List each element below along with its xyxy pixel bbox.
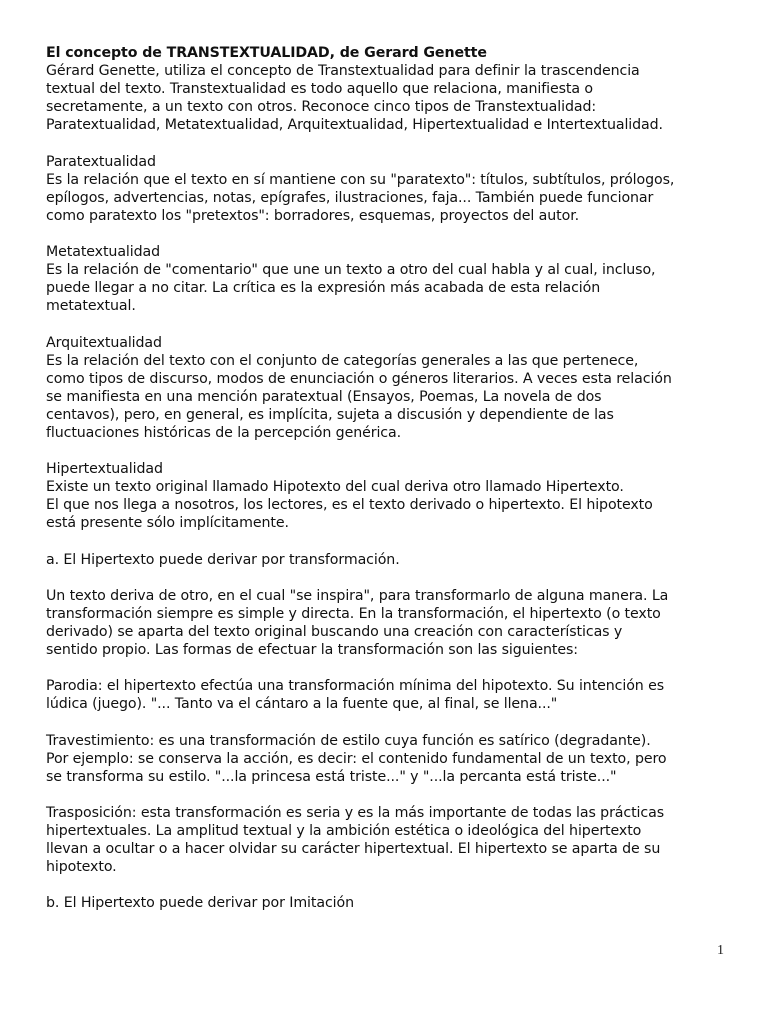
text-line: Por ejemplo: se conserva la acción, es decir: el contenido fundamental de un texto, pero [46,750,667,767]
text-line: Gérard Genette, utiliza el concepto de Transtextualidad para definir la trascendencia [46,63,640,80]
text-line: Existe un texto original llamado Hipotexto del cual deriva otro llamado Hipertexto. [46,479,624,496]
text-line: llevan a ocultar o a hacer olvidar su carácter hipertextual. El hipertexto se aparta de su [46,841,661,858]
section-heading: Paratextualidad [46,153,156,170]
text-line: secretamente, a un texto con otros. Reconoce cinco tipos de Transtextualidad: [46,99,597,116]
text-line: a. El Hipertexto puede derivar por transformación. [46,551,400,568]
text-line: fluctuaciones históricas de la percepción genérica. [46,424,401,441]
section-metatextualidad [46,243,736,315]
text-line: El que nos llega a nosotros, los lectores, es el texto derivado o hipertexto. El hipotexto [46,497,653,514]
section-heading: Hipertextualidad [46,461,163,478]
text-line: b. El Hipertexto puede derivar por Imitación [46,895,354,912]
text-line: como paratexto los "pretextos": borradores, esquemas, proyectos del autor. [46,207,580,224]
document-page [46,44,736,931]
text-line: está presente sólo implícitamente. [46,515,289,532]
text-line: transformación siempre es simple y directa. En la transformación, el hipertexto (o texto [46,605,661,622]
section-paratextualidad [46,153,736,225]
text-line: derivado) se aparta del texto original buscando una creación con características y [46,624,623,640]
text-line: Un texto deriva de otro, en el cual "se inspira", para transformarlo de alguna manera. La [46,587,669,604]
transformation-paragraph [46,587,736,659]
text-line: Es la relación de "comentario" que une un texto a otro del cual habla y al cual, incluso, [46,262,656,279]
text-line: hipotexto. [46,859,117,876]
imitation-heading [46,894,736,912]
text-line: metatextual. [46,298,136,315]
text-line: lúdica (juego). "... Tanto va el cántaro a la fuente que, al final, se llena..." [46,696,558,713]
text-line: centavos), pero, en general, es implícita, sujeta a discusión y dependiente de las [46,406,614,423]
text-line: hipertextuales. La amplitud textual y la ambición estética o ideológica del hipertexto [46,823,642,840]
section-hipertextualidad [46,460,736,532]
page-number: 1 [717,943,724,958]
text-line: puede llegar a no citar. La crítica es la expresión más acabada de esta relación [46,280,601,297]
text-line: se manifiesta en una mención paratextual (Ensayos, Poemas, La novela de dos [46,388,602,405]
trasposicion-paragraph [46,804,736,876]
parodia-paragraph [46,677,736,713]
travestimiento-paragraph [46,732,736,786]
text-line: Travestimiento: es una transformación de estilo cuya función es satírico (degradante). [46,732,651,749]
text-line: Trasposición: esta transformación es seria y es la más importante de todas las prácticas [46,804,664,821]
transformation-heading [46,551,736,569]
text-line: Es la relación que el texto en sí mantiene con su "paratexto": títulos, subtítulos, prólogos, [46,171,675,188]
text-line: Es la relación del texto con el conjunto de categorías generales a las que pertenece, [46,352,639,369]
text-line: como tipos de discurso, modos de enunciación o géneros literarios. A veces esta relación [46,370,672,387]
text-line: sentido propio. Las formas de efectuar la transformación son las siguientes: [46,642,578,659]
section-heading: Arquitextualidad [46,334,162,351]
section-arquitextualidad [46,334,736,443]
text-line: textual del texto. Transtextualidad es todo aquello que relaciona, manifiesta o [46,81,593,98]
section-heading: Metatextualidad [46,244,161,261]
text-line: Paratextualidad, Metatextualidad, Arquitextualidad, Hipertextualidad e Intertextualidad. [46,117,663,134]
text-line: Parodia: el hipertexto efectúa una transformación mínima del hipotexto. Su intención es [46,678,665,695]
text-line: epílogos, advertencias, notas, epígrafes, ilustraciones, faja... También puede funcionar [46,189,654,206]
text-line: se transforma su estilo. "...la princesa está triste..." y "...la percanta está triste..." [46,768,617,785]
document-title: El concepto de TRANSTEXTUALIDAD, de Gerard Genette [46,45,487,61]
intro-paragraph [46,44,736,134]
